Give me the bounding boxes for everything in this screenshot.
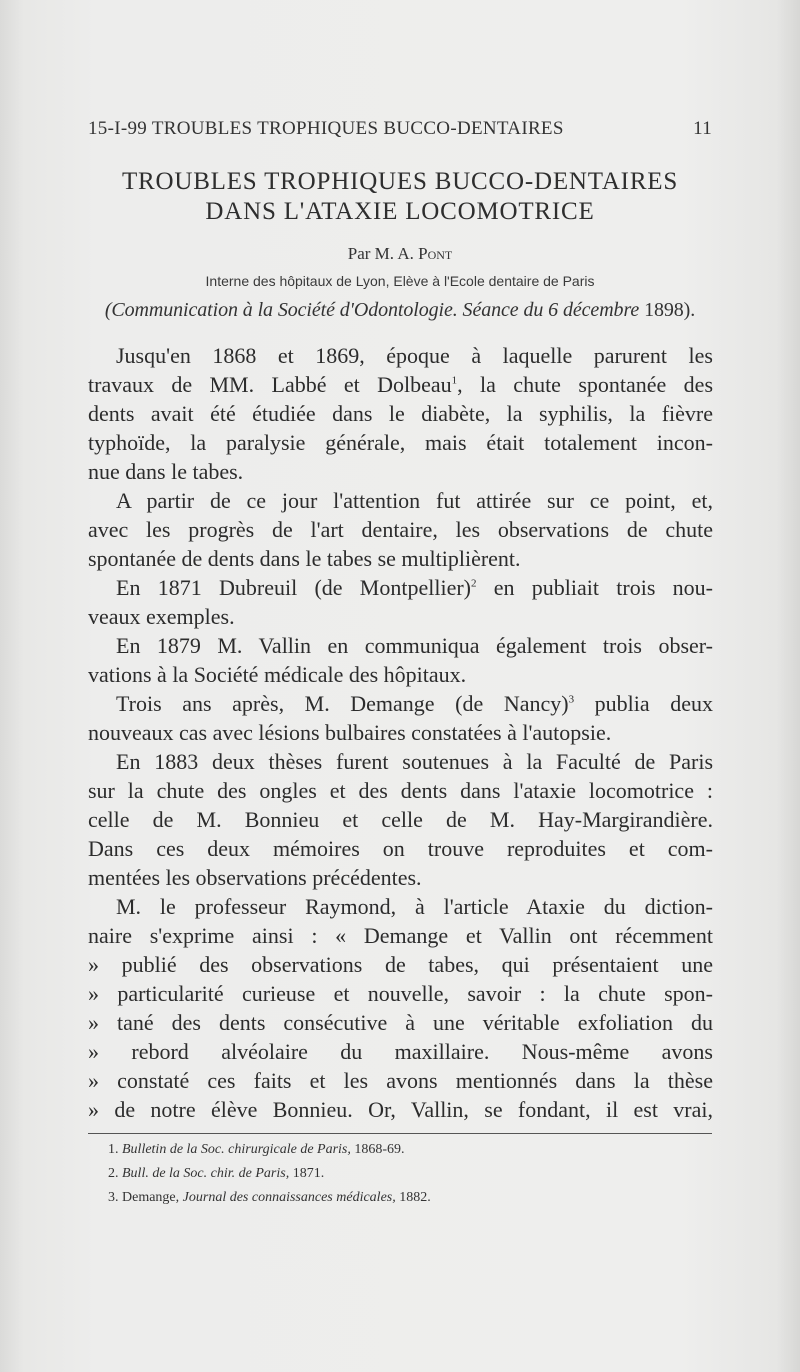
- footnote-ref: 3: [568, 693, 575, 706]
- running-head: [88, 118, 712, 144]
- footnote-3: [108, 1186, 708, 1210]
- quote-line: » constaté ces faits et les avons mentionnés dans la thèse: [88, 1068, 713, 1093]
- footnotes: [108, 1138, 708, 1210]
- text-line: sur la chute des ongles et des dents dans l'ataxie locomotrice :: [88, 778, 713, 803]
- paragraph: [88, 747, 713, 892]
- text-line: naire s'exprime ainsi : « Demange et Vallin ont récemment: [88, 923, 713, 948]
- footnote-number: 2.: [108, 1166, 119, 1181]
- author-affiliation: Interne des hôpitaux de Lyon, Elève à l'Ecole dentaire de Paris: [205, 273, 595, 289]
- byline: [0, 244, 800, 264]
- paragraph: [88, 631, 713, 689]
- text-line: [88, 689, 713, 718]
- text-line: typhoïde, la paralysie générale, mais était totalement incon-: [88, 430, 713, 455]
- author-name: Pont: [418, 244, 453, 263]
- communication-year: 1898).: [644, 299, 696, 321]
- paragraph: [88, 573, 713, 631]
- page-number: 11: [693, 118, 712, 139]
- text-line: avec les progrès de l'art dentaire, les observations de chute: [88, 517, 713, 542]
- footnote-1: [108, 1138, 708, 1162]
- communication-note: [0, 299, 800, 322]
- footnote-divider: [88, 1133, 712, 1134]
- footnote-date: 1871.: [289, 1166, 325, 1181]
- footnote-author: Demange,: [118, 1190, 183, 1205]
- body-text: [88, 341, 713, 1124]
- footnote-ref: 1: [451, 374, 458, 387]
- footnote-source: Journal des connaissances médicales,: [182, 1190, 396, 1205]
- quote-line: » tané des dents consécutive à une véritable exfoliation du: [88, 1010, 713, 1035]
- footnote-number: 3.: [108, 1190, 119, 1205]
- paragraph: [88, 892, 713, 1124]
- text-segment: travaux de MM. Labbé et Dolbeau: [88, 372, 452, 397]
- text-line: spontanée de dents dans le tabes se multiplièrent.: [88, 546, 521, 571]
- footnote-source: Bull. de la Soc. chir. de Paris,: [122, 1166, 290, 1181]
- text-segment: En 1871 Dubreuil (de Montpellier): [116, 575, 471, 600]
- text-line: Dans ces deux mémoires on trouve reproduites et com-: [88, 836, 713, 861]
- article-title-line-1: TROUBLES TROPHIQUES BUCCO-DENTAIRES: [121, 168, 679, 195]
- text-line: mentées les observations précédentes.: [88, 865, 422, 890]
- text-line: En 1883 deux thèses furent soutenues à la Faculté de Paris: [116, 749, 713, 774]
- paragraph: [88, 486, 713, 573]
- running-head-title: TROUBLES TROPHIQUES BUCCO-DENTAIRES: [151, 118, 564, 139]
- footnote-source: Bulletin de la Soc. chirurgicale de Paris,: [122, 1142, 351, 1157]
- communication-text: (Communication à la Société d'Odontologie. Séance du 6 décembre: [104, 299, 640, 321]
- footnote-ref: 2: [471, 577, 477, 590]
- quote-line: » particularité curieuse et nouvelle, savoir : la chute spon-: [88, 981, 713, 1006]
- text-line: [88, 370, 713, 399]
- text-line: En 1879 M. Vallin en communiqua également trois obser-: [116, 633, 713, 658]
- page-edge-left: [0, 0, 24, 1372]
- text-line: A partir de ce jour l'attention fut attirée sur ce point, et,: [116, 488, 713, 513]
- page-edge-right: [776, 0, 800, 1372]
- paragraph: [88, 341, 713, 486]
- text-line: dents avait été étudiée dans le diabète, la syphilis, la fièvre: [88, 401, 713, 426]
- text-line: celle de M. Bonnieu et celle de M. Hay-Margirandière.: [88, 807, 713, 832]
- text-line: nue dans le tabes.: [88, 459, 244, 484]
- text-line: [88, 573, 713, 602]
- text-segment: en publiait trois nou-: [476, 575, 713, 600]
- footnote-date: 1868-69.: [350, 1142, 405, 1157]
- text-segment: publia deux: [574, 691, 713, 716]
- text-line: veaux exemples.: [88, 604, 235, 629]
- text-line: nouveaux cas avec lésions bulbaires constatées à l'autopsie.: [88, 720, 612, 745]
- footnote-number: 1.: [108, 1142, 119, 1157]
- text-line: Jusqu'en 1868 et 1869, époque à laquelle parurent les: [116, 343, 713, 368]
- article-title-line-2: DANS L'ATAXIE LOCOMOTRICE: [205, 198, 595, 225]
- quote-line: » publié des observations de tabes, qui présentaient une: [88, 952, 713, 977]
- quote-line: » de notre élève Bonnieu. Or, Vallin, se fondant, il est vrai,: [88, 1097, 713, 1122]
- byline-prefix: Par M. A.: [347, 244, 414, 263]
- text-line: vations à la Société médicale des hôpitaux.: [88, 662, 467, 687]
- text-segment: , la chute spontanée des: [457, 372, 714, 397]
- running-head-left: [88, 118, 564, 140]
- text-segment: Trois ans après, M. Demange (de Nancy): [116, 691, 569, 716]
- text-line: M. le professeur Raymond, à l'article Ataxie du diction-: [116, 894, 713, 919]
- quote-line: » rebord alvéolaire du maxillaire. Nous-même avons: [88, 1039, 713, 1064]
- footnote-date: 1882.: [395, 1190, 431, 1205]
- footnote-2: [108, 1162, 708, 1186]
- paragraph: [88, 689, 713, 747]
- running-head-date: 15-I-99: [88, 118, 148, 139]
